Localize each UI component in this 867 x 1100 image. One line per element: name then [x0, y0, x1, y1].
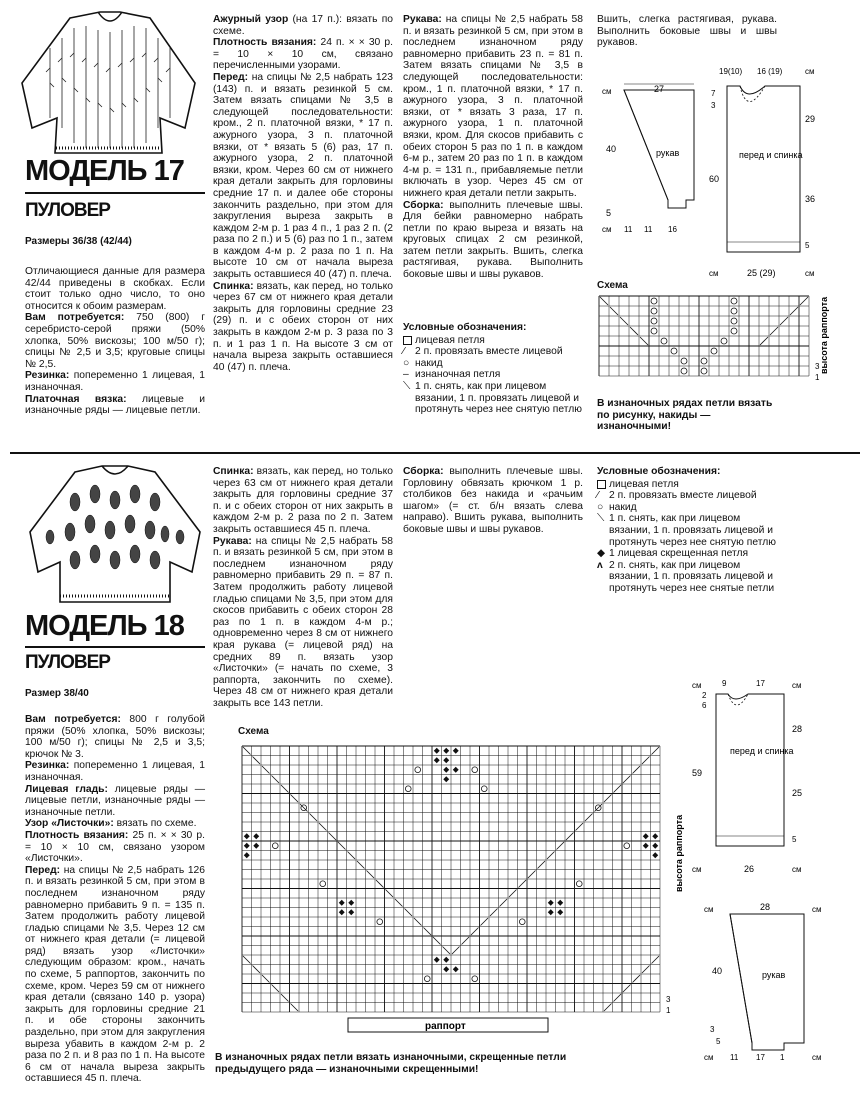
decrease-mark [800, 297, 808, 305]
yarn-over-mark [671, 348, 677, 354]
decrease-mark [760, 337, 768, 345]
decrease-mark [253, 757, 261, 765]
decrease-mark [367, 871, 375, 879]
twisted-stitch-mark [434, 757, 440, 763]
decrease-mark [376, 880, 384, 888]
assembly-continued: Вшить, слегка растягивая, рукава. Выполнить боковые швы и швы рукавов. [597, 14, 777, 49]
divider [25, 646, 205, 648]
gauge: 25 п. × × 30 р. = 10 × 10 см, связано узором «Листочки». [25, 829, 205, 865]
yarn-over-mark [651, 308, 657, 314]
assembly: выполнить плечевые швы. Горловину обвязать крючком 1 р. столбиков без накида и «рачьим шагом» (= ст. б/н вязать слева направо). Вшить рукава, выполнить боковые швы и швы рукавов. [403, 466, 583, 535]
yarn-over-mark [576, 881, 582, 887]
yarn-over-icon: ○ [403, 357, 410, 369]
decrease-mark [424, 928, 432, 936]
front-label: Перед: [213, 71, 249, 83]
decrease-mark [490, 909, 498, 917]
twisted-stitch-mark [244, 833, 250, 839]
twisted-stitch-mark [244, 843, 250, 849]
decrease-mark [462, 937, 470, 945]
yarn-over-mark [681, 368, 687, 374]
neck-back-dim: 6 [702, 701, 707, 710]
yarn-over-mark [415, 767, 421, 773]
decrease-mark [576, 823, 584, 831]
decrease-mark [481, 918, 489, 926]
assembly: выполнить плечевые швы. Для бейки равномерно набрать петли по краю выреза и вязать на круговых спицах 2 см резинкой, затем петли закрыть. Вшить, слегка растягивая, рукава. Выполнить боковые швы и швы рукавов. [403, 199, 583, 281]
sleeves-label: Рукава: [213, 535, 252, 547]
section-divider [10, 452, 860, 454]
body-total-dim: 59 [692, 768, 703, 778]
front-label: Перед: [25, 864, 61, 876]
yarn-over-mark [519, 919, 525, 925]
materials: 800 г голубой пряжи (50% хлопка, 50% вискозы; 100 м/50 г); спицы № 2,5 и 3,5; крючок № 3. [25, 714, 205, 760]
decrease-mark [630, 327, 638, 335]
decrease-mark [452, 947, 460, 955]
garter-label: Платочная вязка: [25, 393, 127, 405]
sleeve-label: рукав [762, 970, 786, 980]
leaves: вязать по схеме. [116, 818, 197, 830]
rib: попеременно 1 лицевая, 1 изнаночная. [25, 370, 205, 393]
legend-item: ○ накид [403, 357, 443, 369]
decrease-mark [348, 852, 356, 860]
sleeve-bottom-left: 11 [624, 225, 633, 234]
body-schematic-17 [705, 62, 835, 282]
yarn-over-mark [377, 919, 383, 925]
yarn-over-mark [721, 338, 727, 344]
row-mark-1: 1 [666, 1006, 671, 1015]
decrease-mark [633, 975, 641, 983]
yarn-over-mark [661, 338, 667, 344]
decrease-mark [253, 966, 261, 974]
twisted-stitch-mark [348, 900, 354, 906]
legend-title: Условные обозначения: [597, 466, 721, 477]
yarn-over-mark [731, 298, 737, 304]
assembly-label: Сборка: [403, 199, 444, 211]
unit-label: см [692, 681, 702, 690]
yarn-over-mark [681, 358, 687, 364]
decrease-mark [557, 842, 565, 850]
back-label: Спинка: [213, 466, 254, 477]
decrease-mark [600, 297, 608, 305]
model-18-col-1 [25, 714, 205, 1085]
legend-item: ⟍ 1 п. снять, как при лицевом вязании, 1 п. провязать лицевой и протянуть через нее снятую петлю [597, 513, 776, 548]
yarn-over-mark [272, 843, 278, 849]
sleeves: на спицы № 2,5 набрать 58 п. и вязать резинкой 5 см, при этом в последнем изнаночном ряду равномерно прибавить 23 п. = 81 п. Затем вязать спицами № 3,5 в следующей последовательности: кром., 1 п. платочной вязки, * 17 п. ажурного узора, 3 п. платочной вязки, от * вязать 3 раза, 17 п. ажурного узора, 1 п. платочной вязки, кром. Для скосов прибавить с обеих сторон 5 раз по 1 п. в каждом 6-м р., затем 20 раз по 1 п. в каждом 4-м р. = 131 п., прибавляемые петли включать в узор. Через 45 см от нижнего края детали петли закрыть. [403, 14, 583, 199]
decrease-mark [272, 776, 280, 784]
assembly-label: Сборка: [403, 466, 444, 477]
twisted-stitch-mark [548, 909, 554, 915]
decrease-mark [528, 871, 536, 879]
body-label: перед и спинка [730, 746, 794, 756]
sleeves-label: Рукава: [403, 14, 442, 25]
model-17-col-1 [25, 266, 205, 417]
decrease-mark [338, 842, 346, 850]
twisted-stitch-mark [643, 833, 649, 839]
repeat-label: раппорт [425, 1021, 466, 1032]
legend-title: Условные обозначения: [403, 322, 527, 333]
yarn-over-mark [701, 358, 707, 364]
model-17-title: МОДЕЛЬ 17 [25, 155, 184, 187]
decrease-mark [790, 307, 798, 315]
decrease-mark [652, 747, 660, 755]
ssk-icon: ⟍ [403, 380, 411, 392]
model-17-col-3 [403, 14, 583, 281]
decrease-mark [640, 337, 648, 345]
model-17-col-2 [213, 14, 393, 373]
intro: Отличающиеся данные для размера 42/44 приведены в скобках. Если стоит только одно число, то оно относится к обоим размерам. [25, 266, 205, 312]
legend-item: лицевая петля [597, 479, 782, 491]
row-mark-3: 3 [666, 995, 671, 1004]
twisted-stitch-mark [253, 843, 259, 849]
decrease-mark [585, 814, 593, 822]
stockinette: лицевые ряды — лицевые петли, изнаночные ряды — изнаночные петли. [25, 783, 206, 818]
model-18-title: МОДЕЛЬ 18 [25, 610, 184, 642]
body-lower-dim: 36 [805, 194, 816, 204]
twisted-stitch-mark [244, 852, 250, 858]
sleeve-bottom-tail: 1 [780, 1053, 785, 1062]
sleeve-left-dim: 40 [606, 144, 617, 154]
decrease-mark [272, 985, 280, 993]
decrease-mark [623, 985, 631, 993]
decrease-mark [291, 1004, 299, 1012]
sleeve-bottom-right: 16 [668, 225, 677, 234]
decrease-mark [262, 766, 270, 774]
sleeve-bottom-mid: 11 [644, 225, 653, 234]
twisted-stitch-mark [652, 852, 658, 858]
yarn-over-mark [731, 318, 737, 324]
twisted-stitch-mark [652, 843, 658, 849]
yarn-over-mark [651, 328, 657, 334]
twisted-stitch-mark [453, 748, 459, 754]
shoulder-up-dim: 3 [710, 1025, 715, 1034]
decrease-mark [414, 918, 422, 926]
sleeve-left-dim: 40 [712, 966, 723, 976]
decrease-mark [642, 757, 650, 765]
body-upper-dim: 29 [805, 114, 816, 124]
body-top-mid-dim: 16 (19) [757, 67, 783, 76]
unit-label: см [805, 269, 815, 278]
twisted-stitch-mark [453, 767, 459, 773]
rib-label: Резинка: [25, 370, 70, 382]
leaves-chart-18 [238, 742, 688, 1042]
twisted-stitch-mark [434, 957, 440, 963]
materials: 750 (800) г серебристо-серой пряжи (50% хлопка, 50% вискозы; 100 м/50 г); спицы № 2,5 и 3,5; круговые спицы № 2,5. [25, 312, 205, 370]
sleeves: на спицы № 2,5 набрать 58 п. и вязать резинкой 5 см, при этом в последнем изнаночном ряду равномерно прибавить 29 п. = 87 п. Затем продолжить работу лицевой гладью спицами № 3,5, при этом для скосов прибавить с обеих сторон 28 раз по 1 п. в каждом 4-м р.; одновременно через 8 см от нижнего края рукава (= лицевой ряд) на средних 89 п. вязать узор «Листочки» (= начать по схеме, 3 раппорта, закончить по схеме). Через 48 см от нижнего края детали закрыть все 143 петли. [213, 535, 393, 709]
legend-item: ◆ 1 лицевая скрещенная петля [597, 548, 749, 560]
unit-label: см [602, 225, 612, 234]
twisted-stitch-mark [443, 966, 449, 972]
decrease-mark [610, 307, 618, 315]
scheme-17-note: В изнаночных рядах петли вязать по рисунку, накиды — изнаночными! [597, 398, 773, 433]
materials-label: Вам потребуется: [25, 312, 125, 324]
row-mark-3: 3 [815, 362, 820, 371]
purl-icon: – [403, 369, 409, 381]
back: вязать, как перед, но только через 67 см от нижнего края детали закрыть для горловины средние 23 (29) п. и с обеих сторон от них закрыть в каждом 2-м р. 3 раза по 3 п. и 1 раз 1 п. На высоте 3 см от начала выреза закрыть оставшиеся 40 (47) п. плеча. [213, 280, 393, 373]
decrease-mark [386, 890, 394, 898]
decrease-mark [319, 823, 327, 831]
model-18-legend [597, 466, 782, 595]
gauge: 24 п. × × 30 р. = 10 × 10 см, связано перечисленными узорами. [213, 37, 393, 72]
knit-stitch-icon [403, 336, 412, 345]
model-17-sizes: Размеры 36/38 (42/44) [25, 236, 132, 247]
model-18-col-3 [403, 466, 583, 536]
rib: попеременно 1 лицевая, 1 изнаночная. [25, 760, 205, 783]
model-17-col-4-top [597, 14, 777, 49]
rib-dim: 5 [792, 835, 797, 844]
unit-label: см [805, 67, 815, 76]
yarn-over-mark [405, 786, 411, 792]
decrease-mark [620, 317, 628, 325]
chart-grid [599, 296, 809, 376]
rib-dim: 5 [805, 241, 810, 250]
sleeve-schematic-17 [598, 80, 708, 280]
decrease-mark [310, 814, 318, 822]
body-total-dim: 60 [709, 174, 720, 184]
body-top-right-dim: 17 [756, 679, 765, 688]
decrease-mark [652, 956, 660, 964]
body-top-left-dim: 19(10) [719, 67, 743, 76]
decrease-mark [243, 747, 251, 755]
legend-item: ⁄ 2 п. провязать вместе лицевой [597, 490, 757, 502]
decrease-mark [395, 899, 403, 907]
body-top-left-dim: 9 [722, 679, 727, 688]
yarn-over-mark [701, 368, 707, 374]
twisted-stitch-mark [348, 909, 354, 915]
scheme-18-label: Схема [238, 726, 269, 737]
garter: лицевые и изнаночные ряды — лицевые петли. [25, 393, 205, 417]
unit-label: см [792, 865, 802, 874]
cuff-dim: 5 [716, 1037, 721, 1046]
twisted-stitch-mark [443, 957, 449, 963]
decrease-mark [633, 766, 641, 774]
double-decrease-icon: ʌ [597, 559, 603, 571]
decrease-mark [566, 833, 574, 841]
decrease-mark [770, 327, 778, 335]
k2tog-icon: ⁄ [403, 346, 405, 358]
decrease-mark [519, 880, 527, 888]
lace-label: Ажурный узор [213, 14, 289, 25]
body-lower-dim: 25 [792, 788, 803, 798]
unit-label: см [709, 269, 719, 278]
twisted-stitch-icon: ◆ [597, 548, 605, 560]
yarn-over-icon: ○ [597, 501, 604, 513]
k2tog-icon: ⁄ [597, 490, 599, 502]
yarn-over-mark [424, 976, 430, 982]
cuff-dim: 5 [606, 208, 612, 218]
sleeve-bottom-left: 11 [730, 1053, 739, 1062]
yarn-over-mark [731, 308, 737, 314]
front: на спицы № 2,5 набрать 123 (143) п. и вязать резинкой 5 см. Затем вязать спицами № 3,5 в следующей последовательности: кром., 2 п. платочной вязки, * 17 п. ажурного узора, 3 п. платочной вязки, от * вязать 5 (6) раз, 17 п. ажурного узора, 2 п. платочной вязки, кром. Через 60 см от нижнего края детали закрыть для горловины средние 17 п. и далее обе стороны закончить раздельно, при этом для закругления выреза закрыть в каждом 2-м р. 1 раз 4 п., 1 раз 2 п. (2 раза по 2 п.) и 5 (6) раз по 1 п., затем в каждом 4-м р. 2 раза по 1 п. На высоте 10 см от начала выреза закрыть оставшиеся 40 (47) п. плеча. [213, 71, 393, 281]
twisted-stitch-mark [443, 757, 449, 763]
neck-front-dim: 7 [711, 89, 716, 98]
decrease-mark [329, 833, 337, 841]
gauge-label: Плотность вязания: [213, 37, 317, 49]
gauge-label: Плотность вязания: [25, 829, 129, 841]
legend-item: ⁄ 2 п. провязать вместе лицевой [403, 346, 563, 358]
leaves-label: Узор «Листочки»: [25, 818, 114, 830]
legend-item: – изнаночная петля [403, 369, 501, 381]
decrease-mark [614, 785, 622, 793]
sleeve-bottom-right: 17 [756, 1053, 765, 1062]
decrease-mark [509, 890, 517, 898]
unit-label: см [812, 905, 822, 914]
yarn-over-mark [320, 881, 326, 887]
materials-label: Вам потребуется: [25, 714, 121, 725]
model-18-col-2 [213, 466, 393, 709]
decrease-mark [642, 966, 650, 974]
sleeve-top-dim: 27 [654, 84, 665, 94]
scheme-18-note: В изнаночных рядах петли вязать изнаночными, скрещенные петли предыдущего ряда — изнаночными скрещенными! [215, 1052, 567, 1075]
body-label: перед и спинка [739, 150, 803, 160]
front: на спицы № 2,5 набрать 126 п. и вязать резинкой 5 см, при этом в последнем изнаночном ряду равномерно прибавить 9 п. = 135 п. Затем продолжить работу лицевой гладью спицами № 3,5. Через 12 см от нижнего края детали (= лицевой ряд) вязать узор «Листочки» следующим образом: кром., начать по схеме, 5 раппортов, закончить по схеме, кром. Через 59 см от нижнего края детали (связано 140 р. узора) закрыть для горловины средние 21 п. и обе стороны закончить раздельно, при этом для закругления выреза убавить в каждом 2-м р. 2 раза по 2 п. и 8 раз по 1 п. На высоте 6 см от начала выреза закрыть оставшиеся 45 п. плеча. [25, 864, 205, 1085]
unit-label: см [704, 1053, 714, 1062]
body-upper-dim: 28 [792, 724, 803, 734]
twisted-stitch-mark [443, 748, 449, 754]
yarn-over-mark [472, 767, 478, 773]
model-18-subtitle: ПУЛОВЕР [25, 652, 110, 673]
lace-chart-17 [597, 294, 827, 384]
sweater-illustration-17 [10, 8, 205, 156]
twisted-stitch-mark [339, 909, 345, 915]
decrease-mark [780, 317, 788, 325]
yarn-over-mark [481, 786, 487, 792]
twisted-stitch-mark [339, 900, 345, 906]
decrease-mark [262, 975, 270, 983]
decrease-mark [443, 947, 451, 955]
model-17-legend [403, 322, 583, 416]
ssk-icon: ⟍ [597, 513, 605, 525]
twisted-stitch-mark [548, 900, 554, 906]
decrease-mark [471, 928, 479, 936]
unit-label: см [704, 905, 714, 914]
twisted-stitch-mark [643, 843, 649, 849]
divider [25, 192, 205, 194]
legend-item: лицевая петля [403, 335, 583, 347]
twisted-stitch-mark [443, 776, 449, 782]
back: вязать, как перед, но только через 63 см от нижнего края детали закрыть для горловины средние 37 п. и с обеих сторон от них закрыть в каждом 2-м р. 2 раза по 2 п. Затем закрыть оставшиеся 45 п. плеча. [213, 466, 393, 535]
legend-item: ○ накид [597, 501, 637, 513]
sleeve-schematic-18 [700, 898, 850, 1066]
sleeve-label: рукав [656, 148, 680, 158]
unit-label: см [692, 865, 702, 874]
unit-label: см [812, 1053, 822, 1062]
legend-item: ⟍ 1 п. снять, как при лицевом вязании, 1 п. провязать лицевой и протянуть через нее снятую петлю [403, 380, 582, 416]
twisted-stitch-mark [443, 767, 449, 773]
model-17-subtitle: ПУЛОВЕР [25, 200, 110, 221]
rib-label: Резинка: [25, 760, 70, 772]
twisted-stitch-mark [557, 900, 563, 906]
twisted-stitch-mark [453, 966, 459, 972]
sweater-illustration-18 [20, 462, 210, 607]
decrease-mark [243, 956, 251, 964]
yarn-over-mark [711, 348, 717, 354]
decrease-mark [433, 937, 441, 945]
body-bottom-dim: 26 [744, 864, 755, 874]
twisted-stitch-mark [557, 909, 563, 915]
decrease-mark [500, 899, 508, 907]
decrease-mark [357, 861, 365, 869]
neck-back-dim: 3 [711, 101, 716, 110]
decrease-mark [604, 1004, 612, 1012]
legend-item: ʌ 2 п. снять, как при лицевом вязании, 1 п. провязать лицевой и протянуть через нее снятые петли [597, 559, 775, 594]
yarn-over-mark [731, 328, 737, 334]
decrease-mark [547, 852, 555, 860]
chart-grid [242, 746, 660, 1012]
yarn-over-mark [651, 298, 657, 304]
yarn-over-mark [472, 976, 478, 982]
yarn-over-mark [624, 843, 630, 849]
scheme-17-label: Схема [597, 280, 628, 291]
row-mark-1: 1 [815, 373, 820, 382]
sleeve-top-dim: 28 [760, 902, 771, 912]
repeat-height-label: высота раппорта [819, 296, 829, 374]
twisted-stitch-mark [253, 833, 259, 839]
decrease-mark [281, 785, 289, 793]
unit-label: см [792, 681, 802, 690]
lace: (на 17 п.): вязать по схеме. [213, 14, 393, 37]
decrease-mark [405, 909, 413, 917]
decrease-mark [538, 861, 546, 869]
back-label: Спинка: [213, 280, 254, 292]
neck-front-dim: 2 [702, 691, 707, 700]
twisted-stitch-mark [652, 833, 658, 839]
knit-stitch-icon [597, 480, 606, 489]
decrease-mark [614, 994, 622, 1002]
body-bottom-dim: 25 (29) [747, 268, 776, 278]
decrease-mark [604, 795, 612, 803]
unit-label: см [602, 87, 612, 96]
body-schematic-18 [688, 676, 848, 876]
yarn-over-mark [651, 318, 657, 324]
stockinette-label: Лицевая гладь: [25, 783, 108, 795]
repeat-height-label: высота раппорта [674, 814, 684, 892]
decrease-mark [623, 776, 631, 784]
model-18-sizes: Размер 38/40 [25, 688, 89, 699]
decrease-mark [281, 994, 289, 1002]
decrease-mark [291, 795, 299, 803]
twisted-stitch-mark [434, 748, 440, 754]
